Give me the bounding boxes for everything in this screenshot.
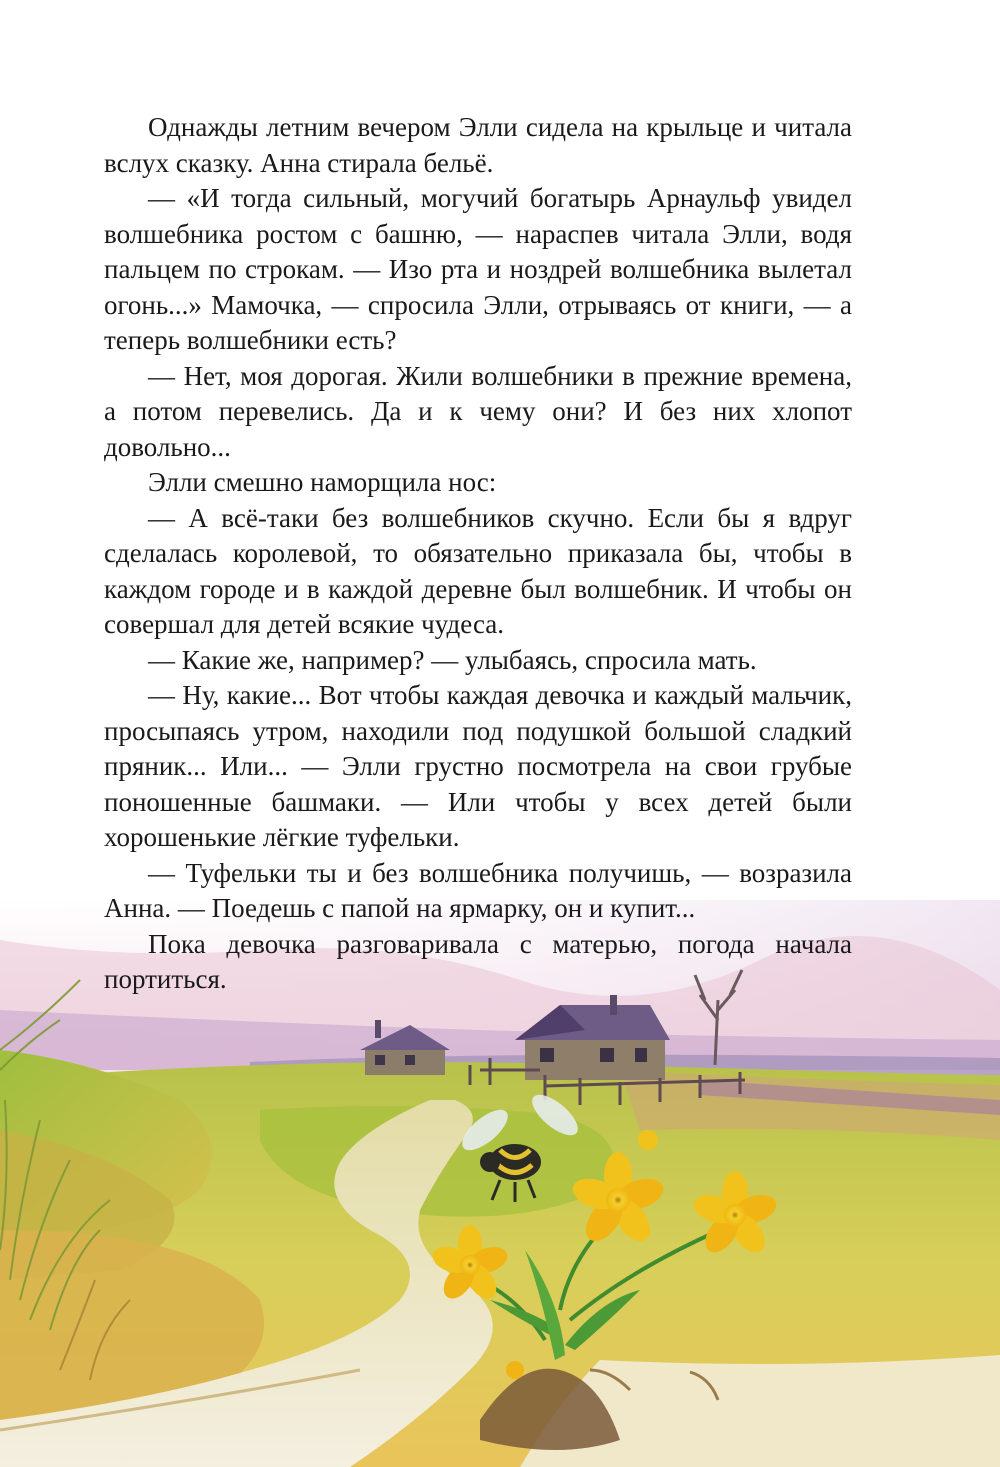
paragraph: — Ну, какие... Вот чтобы каждая девочка и каждый мальчик, просыпаясь утром, находили под подушкой большой сладкий пряник... Или... — Элли грустно посмотрела на свои грубые поношенные башмаки. — Или чтобы у всех детей были хорошенькие лёгкие туфельки. [104, 680, 852, 852]
paragraph: — Какие же, например? — улыбаясь, спросила мать. [148, 644, 757, 675]
paragraph: Элли смешно наморщила нос: [148, 467, 497, 497]
paragraph: — Нет, моя дорогая. Жили волшебники в прежние времена, а потом перевелись. Да и к чему они? И без них хлопот довольно... [104, 360, 852, 462]
paragraph: Пока девочка разговаривала с матерью, погода начала портиться. [104, 928, 852, 994]
paragraph: — «И тогда сильный, могучий богатырь Арнаульф увидел волшебника ростом с башню, — нараспев читала Элли, водя пальцем по строкам. — Изо рта и ноздрей волшебника вылетал огонь...» Мамочка, — спросила Элли, отрываясь от книги, — а теперь волшебники есть? [104, 183, 852, 355]
paragraph: Однажды летним вечером Элли сидела на крыльце и читала вслух сказку. Анна стирала бельё. [104, 112, 852, 178]
paragraph: — А всё-таки без волшебников скучно. Если бы я вдруг сделалась королевой, то обязательно приказала бы, чтобы в каждом городе и в каждой деревне был волшебник. И чтобы он совершал для детей всякие чудеса. [104, 502, 852, 639]
paragraph: — Туфельки ты и без волшебника получишь, — возразила Анна. — Поедешь с папой на ярмарку, он и купит... [104, 857, 852, 923]
story-text [104, 110, 852, 998]
